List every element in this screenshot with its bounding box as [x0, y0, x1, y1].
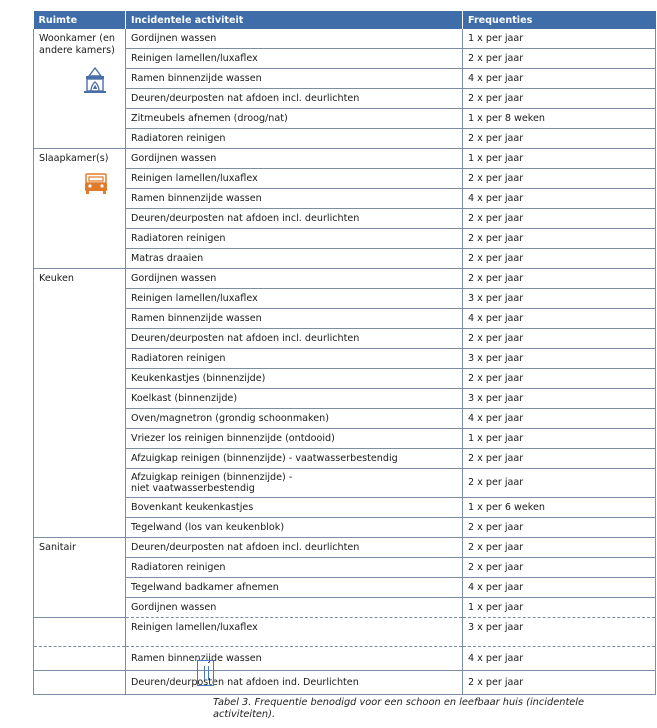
- frequency-cell: 2 x per jaar: [463, 89, 656, 109]
- table-row: [34, 578, 656, 598]
- frequency-cell: 4 x per jaar: [463, 309, 656, 329]
- activity-cell: Keukenkastjes (binnenzijde): [126, 369, 463, 389]
- frequency-cell: 4 x per jaar: [463, 69, 656, 89]
- frequency-cell: 2 x per jaar: [463, 329, 656, 349]
- table-row: [34, 389, 656, 409]
- bed-icon: [84, 173, 108, 199]
- activity-cell: Deuren/deurposten nat afdoen incl. deurlichten: [126, 89, 463, 109]
- table-row: [34, 671, 656, 695]
- table-row: [34, 69, 656, 89]
- table-row: [34, 647, 656, 671]
- frequency-cell: 1 x per jaar: [463, 149, 656, 169]
- header-room: Ruimte: [34, 11, 126, 29]
- frequency-cell: 1 x per jaar: [463, 598, 656, 618]
- table-row: [34, 49, 656, 69]
- activity-cell: Deuren/deurposten nat afdoen ind. Deurlichten: [126, 671, 463, 695]
- frequency-cell: 4 x per jaar: [463, 409, 656, 429]
- table-row: [34, 169, 656, 189]
- table-header-row: [34, 11, 656, 29]
- activity-cell: Zitmeubels afnemen (droog/nat): [126, 109, 463, 129]
- text-cursor-marker: [197, 660, 214, 686]
- room-label: Sanitair: [39, 542, 76, 553]
- activity-cell: Ramen binnenzijde wassen: [126, 69, 463, 89]
- frequency-cell: 1 x per 8 weken: [463, 109, 656, 129]
- activity-cell: Bovenkant keukenkastjes: [126, 498, 463, 518]
- room-label: Slaapkamer(s): [39, 153, 109, 164]
- room-cell-empty: [34, 671, 126, 695]
- frequency-cell: 2 x per jaar: [463, 229, 656, 249]
- table-row: [34, 449, 656, 469]
- table-row: [34, 89, 656, 109]
- activity-cell: Matras draaien: [126, 249, 463, 269]
- frequency-table: [33, 11, 656, 695]
- table-caption: Tabel 3. Frequentie benodigd voor een schoon en leefbaar huis (incidentele activiteiten).: [213, 697, 585, 720]
- table-row: [34, 498, 656, 518]
- table-row: [34, 469, 656, 498]
- activity-cell: Tegelwand badkamer afnemen: [126, 578, 463, 598]
- room-label: Keuken: [39, 273, 74, 284]
- fireplace-icon: [84, 67, 106, 97]
- frequency-cell: 2 x per jaar: [463, 518, 656, 538]
- table-row: [34, 369, 656, 389]
- activity-cell: Koelkast (binnenzijde): [126, 389, 463, 409]
- frequency-cell: 2 x per jaar: [463, 269, 656, 289]
- table-row: [34, 289, 656, 309]
- room-label: Woonkamer (en andere kamers): [39, 33, 115, 56]
- header-frequency: Frequenties: [463, 11, 656, 29]
- table-row: [34, 598, 656, 618]
- frequency-cell: 3 x per jaar: [463, 618, 656, 647]
- table-row: [34, 249, 656, 269]
- header-activity: Incidentele activiteit: [126, 11, 463, 29]
- frequency-cell: 2 x per jaar: [463, 249, 656, 269]
- activity-cell: Deuren/deurposten nat afdoen incl. deurlichten: [126, 538, 463, 558]
- frequency-cell: 2 x per jaar: [463, 449, 656, 469]
- frequency-cell: 2 x per jaar: [463, 129, 656, 149]
- table-row: [34, 129, 656, 149]
- room-cell-empty: [34, 647, 126, 671]
- activity-cell: Gordijnen wassen: [126, 269, 463, 289]
- activity-cell: Ramen binnenzijde wassen: [126, 647, 463, 671]
- table-row: [34, 209, 656, 229]
- frequency-cell: 2 x per jaar: [463, 671, 656, 695]
- frequency-cell: 2 x per jaar: [463, 558, 656, 578]
- table-row: [34, 409, 656, 429]
- table-row: [34, 109, 656, 129]
- room-cell-woonkamer: [34, 29, 126, 149]
- frequency-cell: 3 x per jaar: [463, 289, 656, 309]
- activity-cell: Radiatoren reinigen: [126, 129, 463, 149]
- activity-cell: Deuren/deurposten nat afdoen incl. deurlichten: [126, 209, 463, 229]
- room-cell-keuken: [34, 269, 126, 538]
- table-row: [34, 149, 656, 169]
- table-row: [34, 189, 656, 209]
- activity-cell: Radiatoren reinigen: [126, 229, 463, 249]
- frequency-cell: 2 x per jaar: [463, 469, 656, 498]
- activity-cell: Reinigen lamellen/luxaflex: [126, 618, 463, 647]
- table-row: [34, 518, 656, 538]
- room-cell-sanitair: [34, 538, 126, 618]
- activity-cell: Reinigen lamellen/luxaflex: [126, 49, 463, 69]
- frequency-cell: 1 x per jaar: [463, 429, 656, 449]
- table-row: [34, 538, 656, 558]
- table-row: [34, 329, 656, 349]
- activity-cell: [126, 469, 463, 498]
- table-row: [34, 558, 656, 578]
- frequency-cell: 4 x per jaar: [463, 189, 656, 209]
- table-row: [34, 229, 656, 249]
- table-row: [34, 618, 656, 647]
- frequency-cell: 4 x per jaar: [463, 578, 656, 598]
- activity-cell: Reinigen lamellen/luxaflex: [126, 289, 463, 309]
- activity-cell: Deuren/deurposten nat afdoen incl. deurlichten: [126, 329, 463, 349]
- frequency-cell: 3 x per jaar: [463, 349, 656, 369]
- frequency-table-wrapper: [33, 11, 655, 695]
- activity-cell: Tegelwand (los van keukenblok): [126, 518, 463, 538]
- frequency-cell: 1 x per 6 weken: [463, 498, 656, 518]
- activity-cell: Vriezer los reinigen binnenzijde (ontdooid): [126, 429, 463, 449]
- frequency-cell: 4 x per jaar: [463, 647, 656, 671]
- activity-cell: Reinigen lamellen/luxaflex: [126, 169, 463, 189]
- frequency-cell: 2 x per jaar: [463, 209, 656, 229]
- frequency-cell: 3 x per jaar: [463, 389, 656, 409]
- activity-cell: Gordijnen wassen: [126, 29, 463, 49]
- activity-line-1: Afzuigkap reinigen (binnenzijde) -: [131, 471, 293, 483]
- frequency-cell: 1 x per jaar: [463, 29, 656, 49]
- activity-cell: Ramen binnenzijde wassen: [126, 189, 463, 209]
- table-row: [34, 269, 656, 289]
- table-row: [34, 309, 656, 329]
- room-cell-slaapkamer: [34, 149, 126, 269]
- table-row: [34, 429, 656, 449]
- activity-cell: Gordijnen wassen: [126, 598, 463, 618]
- activity-cell: Radiatoren reinigen: [126, 558, 463, 578]
- room-cell-empty: [34, 618, 126, 647]
- activity-line-2: niet vaatwasserbestendig: [131, 483, 255, 494]
- table-row: [34, 29, 656, 49]
- frequency-cell: 2 x per jaar: [463, 169, 656, 189]
- activity-cell: Ramen binnenzijde wassen: [126, 309, 463, 329]
- activity-cell: Oven/magnetron (grondig schoonmaken): [126, 409, 463, 429]
- activity-cell: Radiatoren reinigen: [126, 349, 463, 369]
- activity-cell: Afzuigkap reinigen (binnenzijde) - vaatwasserbestendig: [126, 449, 463, 469]
- frequency-cell: 2 x per jaar: [463, 369, 656, 389]
- frequency-cell: 2 x per jaar: [463, 538, 656, 558]
- table-row: [34, 349, 656, 369]
- activity-cell: Gordijnen wassen: [126, 149, 463, 169]
- frequency-cell: 2 x per jaar: [463, 49, 656, 69]
